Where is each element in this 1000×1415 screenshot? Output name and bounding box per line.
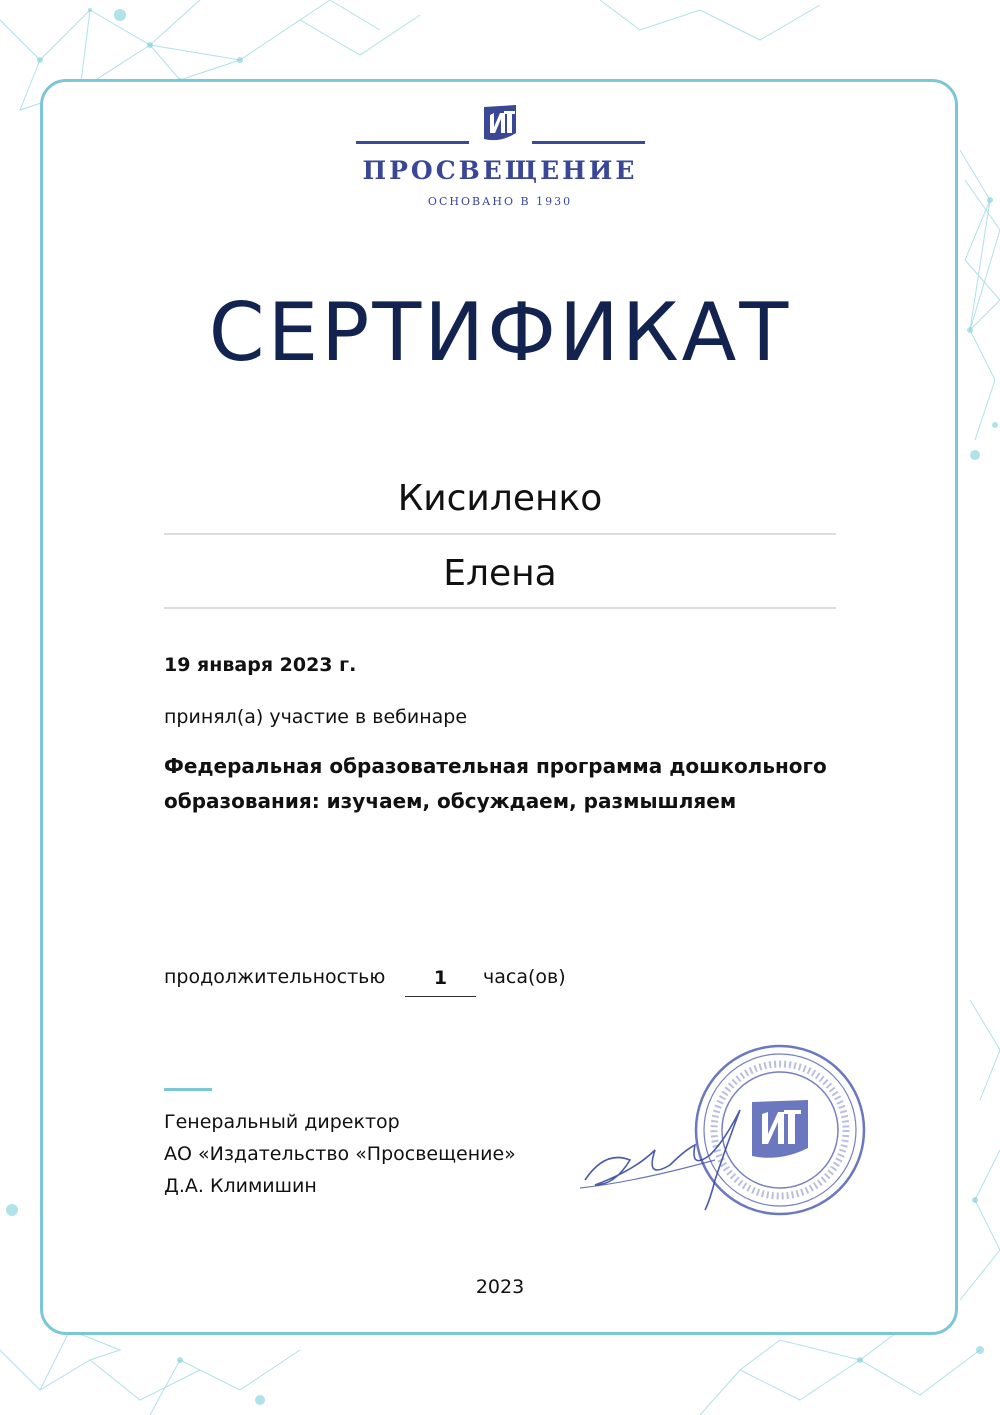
event-date: 19 января 2023 г. <box>164 654 357 676</box>
program-title: Федеральная образовательная программа дошкольного образования: изучаем, обсуждаем, размышляем <box>164 754 827 813</box>
duration-prefix: продолжительностью <box>164 966 386 988</box>
director-block <box>164 1106 516 1202</box>
publisher-name: ПРОСВЕЩЕНИЕ <box>362 156 638 185</box>
logo-line-right <box>532 141 645 144</box>
duration-suffix: часа(ов) <box>483 966 566 988</box>
duration-value: 1 <box>433 967 448 989</box>
director-company: АО «Издательство «Просвещение» <box>164 1143 516 1165</box>
participation-text: принял(а) участие в вебинаре <box>164 706 468 728</box>
company-stamp-seal <box>690 1040 870 1220</box>
publisher-logo-icon <box>482 103 518 145</box>
accent-dash <box>164 1088 212 1091</box>
duration-rule <box>405 996 476 997</box>
certificate-title: СЕРТИФИКАТ <box>208 286 792 379</box>
director-position: Генеральный директор <box>164 1111 400 1133</box>
surname-rule <box>164 533 836 535</box>
recipient-first-name: Елена <box>443 553 557 594</box>
recipient-surname: Кисиленко <box>397 478 603 519</box>
certificate-year: 2023 <box>475 1276 525 1298</box>
publisher-founded: ОСНОВАНО В 1930 <box>427 195 573 208</box>
logo-line-left <box>356 141 469 144</box>
director-name: Д.А. Климишин <box>164 1175 317 1197</box>
first-name-rule <box>164 607 836 609</box>
